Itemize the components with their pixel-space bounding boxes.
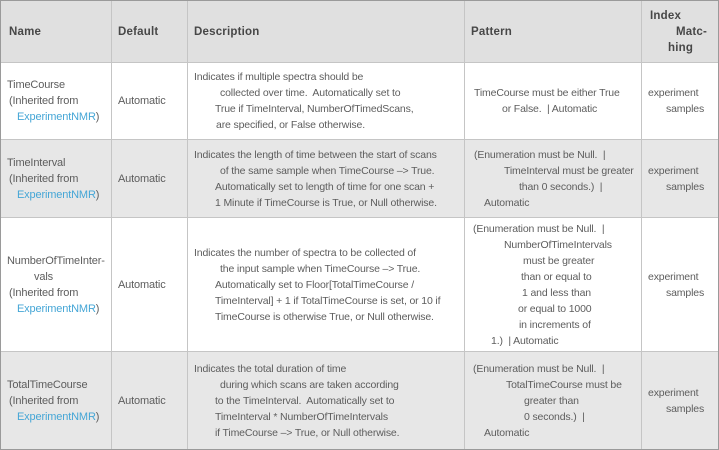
description-line: of the same sample when TimeCourse –> True. (220, 164, 435, 177)
pattern-line: must be greater (523, 254, 595, 267)
default-value: Automatic (118, 95, 166, 107)
description-line: during which scans are taken according (220, 378, 399, 391)
table-row (1, 218, 718, 352)
column-header-index-matching (642, 1, 718, 62)
name-line: ExperimentNMR) (17, 111, 100, 123)
cell-default (112, 63, 188, 139)
name-line: (Inherited from (9, 95, 79, 107)
name-line: (Inherited from (9, 172, 79, 185)
column-header-label: hing (668, 41, 694, 54)
column-header-label: Default (118, 25, 159, 38)
description-line: TimeInterval] + 1 if TotalTimeCourse is set, or 10 if (215, 294, 441, 307)
cell-description (188, 63, 465, 139)
pattern-line: 1.) | Automatic (491, 334, 559, 347)
pattern-line: TotalTimeCourse must be (506, 378, 622, 391)
default-value: Automatic (118, 278, 166, 291)
table-row (1, 352, 718, 449)
description-line: Indicates the total duration of time (194, 362, 347, 375)
index-matching-line: samples (666, 286, 705, 299)
pattern-line: greater than (524, 394, 579, 407)
description-line: 1 Minute if TimeCourse is True, or Null otherwise. (215, 196, 437, 209)
description-line: are specified, or False otherwise. (216, 119, 365, 131)
name-line: (Inherited from (9, 286, 79, 299)
cell-index-matching (642, 140, 718, 217)
description-line: Indicates the length of time between the start of scans (194, 148, 437, 161)
cell-description (188, 140, 465, 217)
pattern-line: (Enumeration must be Null. | (474, 148, 606, 161)
table-header-row (1, 1, 718, 63)
description-line: TimeCourse is otherwise True, or Null otherwise. (215, 310, 434, 323)
pattern-line: 1 and less than (522, 286, 591, 299)
cell-pattern (465, 218, 642, 351)
column-header-label: Description (194, 25, 260, 38)
pattern-line: TimeInterval must be greater (504, 164, 634, 177)
column-header-label: Pattern (471, 25, 513, 38)
name-line: ExperimentNMR) (17, 410, 100, 423)
column-header-description (188, 1, 465, 62)
pattern-line: Automatic (484, 426, 530, 439)
table-row (1, 63, 718, 140)
pattern-line: NumberOfTimeIntervals (504, 238, 612, 251)
name-line: NumberOfTimeInter- (7, 254, 105, 267)
index-matching-line: experiment (648, 164, 699, 177)
index-matching-line: experiment (648, 386, 699, 399)
experiment-nmr-link[interactable]: ExperimentNMR (17, 302, 96, 315)
description-line: Indicates if multiple spectra should be (194, 71, 364, 83)
cell-name (1, 352, 112, 449)
description-line: Indicates the number of spectra to be collected of (194, 246, 416, 259)
column-header-name (1, 1, 112, 62)
description-line: to the TimeInterval. Automatically set to (215, 394, 395, 407)
index-matching-line: experiment (648, 270, 699, 283)
pattern-line: (Enumeration must be Null. | (473, 362, 605, 375)
description-line: Automatically set to Floor[TotalTimeCourse / (215, 278, 415, 291)
column-header-default (112, 1, 188, 62)
default-value: Automatic (118, 394, 166, 407)
description-line: TimeInterval * NumberOfTimeIntervals (215, 410, 388, 423)
cell-default (112, 218, 188, 351)
cell-pattern (465, 140, 642, 217)
experiment-nmr-link[interactable]: ExperimentNMR (17, 111, 96, 123)
name-line: ExperimentNMR) (17, 302, 100, 315)
name-line: TotalTimeCourse (7, 378, 88, 391)
experiment-nmr-link[interactable]: ExperimentNMR (17, 410, 96, 423)
experiment-nmr-link[interactable]: ExperimentNMR (17, 188, 96, 201)
pattern-line: in increments of (519, 318, 591, 331)
column-header-pattern (465, 1, 642, 62)
default-value: Automatic (118, 172, 166, 185)
pattern-line: 0 seconds.) | (524, 410, 585, 423)
pattern-line: than or equal to (521, 270, 592, 283)
cell-default (112, 352, 188, 449)
description-line: if TimeCourse –> True, or Null otherwise. (215, 426, 400, 439)
pattern-line: Automatic (484, 196, 530, 209)
name-line: TimeInterval (7, 156, 66, 169)
description-line: True if TimeInterval, NumberOfTimedScans, (215, 103, 414, 115)
column-header-label: Matc- (676, 25, 708, 38)
cell-index-matching (642, 352, 718, 449)
cell-pattern (465, 63, 642, 139)
cell-description (188, 352, 465, 449)
cell-name (1, 63, 112, 139)
description-line: collected over time. Automatically set to (220, 87, 401, 99)
cell-index-matching (642, 218, 718, 351)
name-line: ExperimentNMR) (17, 188, 100, 201)
pattern-line: TimeCourse must be either True (474, 87, 620, 99)
table-row (1, 140, 718, 218)
pattern-line: or equal to 1000 (518, 302, 592, 315)
pattern-line: (Enumeration must be Null. | (473, 222, 605, 235)
index-matching-line: samples (666, 180, 705, 193)
cell-name (1, 140, 112, 217)
pattern-line: or False. | Automatic (502, 103, 598, 115)
index-matching-line: samples (666, 103, 705, 115)
name-line: vals (34, 270, 53, 283)
name-line: TimeCourse (7, 79, 65, 91)
cell-description (188, 218, 465, 351)
name-line: (Inherited from (9, 394, 79, 407)
cell-default (112, 140, 188, 217)
cell-pattern (465, 352, 642, 449)
index-matching-line: experiment (648, 87, 699, 99)
description-line: the input sample when TimeCourse –> True. (220, 262, 421, 275)
cell-index-matching (642, 63, 718, 139)
cell-name (1, 218, 112, 351)
pattern-line: than 0 seconds.) | (519, 180, 603, 193)
column-header-label: Name (9, 25, 42, 38)
description-line: Automatically set to length of time for one scan + (215, 180, 435, 193)
column-header-label: Index (650, 9, 682, 22)
index-matching-line: samples (666, 402, 705, 415)
